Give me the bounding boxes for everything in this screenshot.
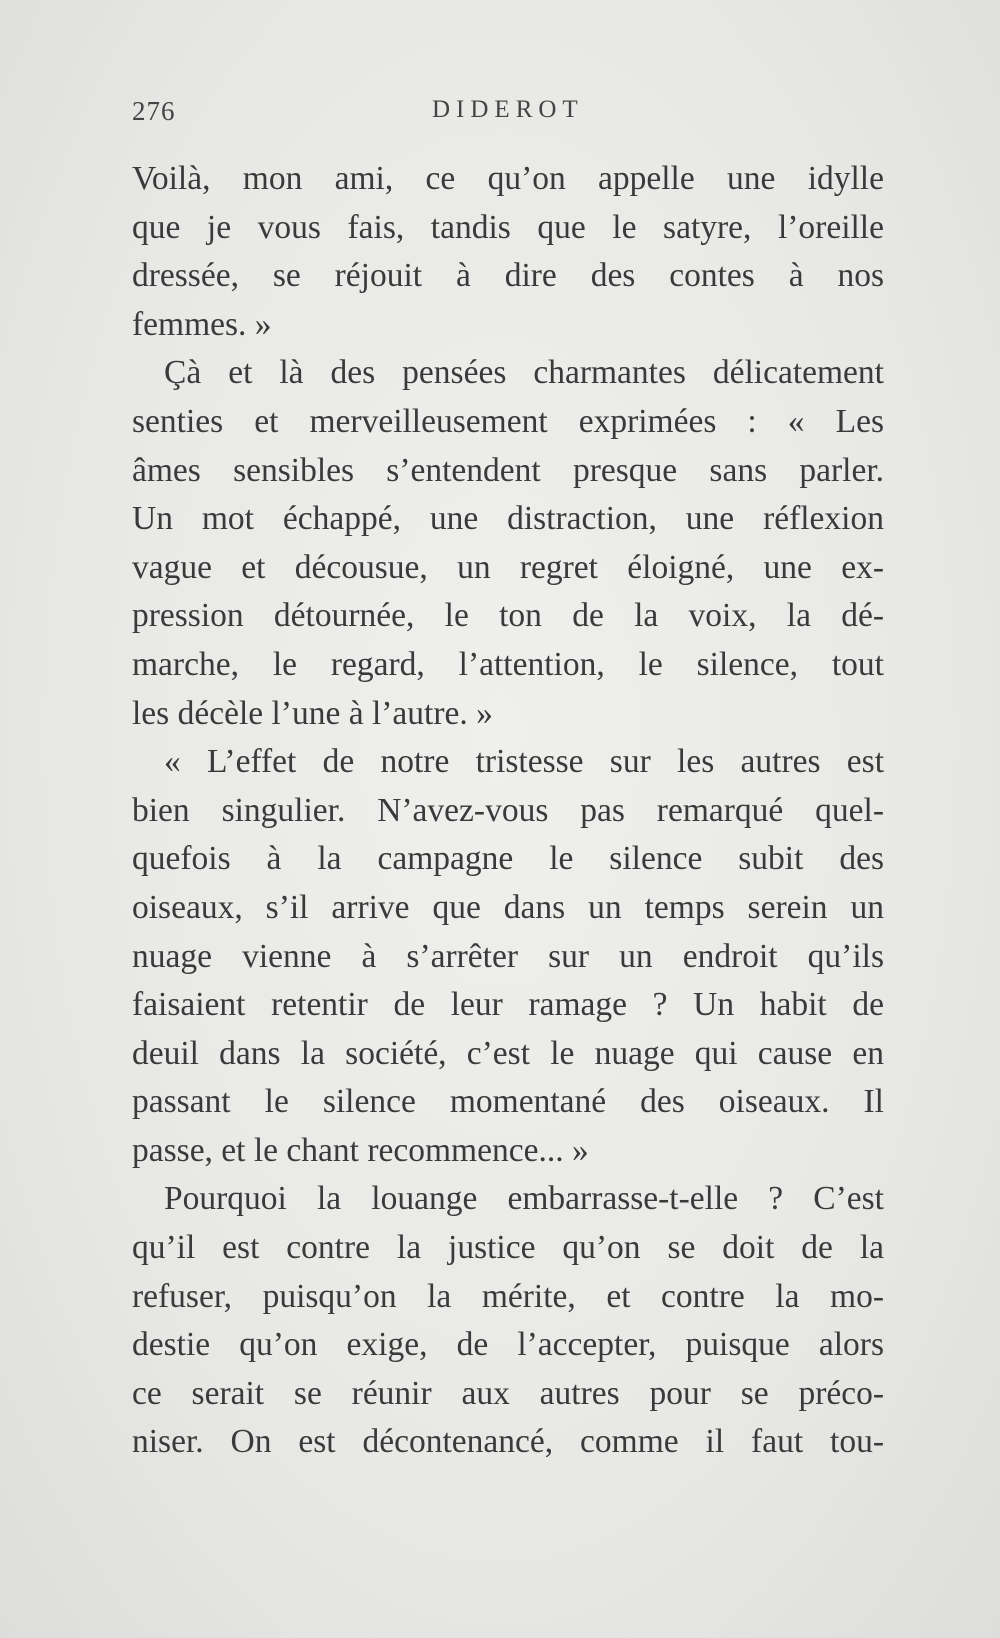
running-head (132, 96, 880, 136)
text-line: que je vous fais, tandis que le satyre, l’oreille (132, 208, 884, 246)
text-line: destie qu’on exige, de l’accepter, puisque alors (132, 1326, 884, 1364)
text-line: dressée, se réjouit à dire des contes à nos (132, 257, 884, 295)
text-line: oiseaux, s’il arrive que dans un temps serein un (132, 888, 884, 926)
text-line: passant le silence momentané des oiseaux. Il (132, 1083, 884, 1121)
text-line: niser. On est décontenancé, comme il faut tou- (132, 1423, 884, 1461)
text-line: ce serait se réunir aux autres pour se préco- (132, 1374, 884, 1412)
running-title: DIDEROT (432, 96, 584, 123)
text-line: quefois à la campagne le silence subit des (132, 840, 884, 878)
text-line: Çà et là des pensées charmantes délicatement (164, 354, 884, 392)
text-line: passe, et le chant recommence... » (132, 1131, 589, 1169)
text-line: Voilà, mon ami, ce qu’on appelle une idylle (132, 160, 884, 197)
text-line: les décèle l’une à l’autre. » (132, 694, 493, 732)
text-line: qu’il est contre la justice qu’on se doit de la (132, 1229, 884, 1267)
text-line: « L’effet de notre tristesse sur les autres est (164, 743, 884, 781)
text-line: refuser, puisqu’on la mérite, et contre la mo- (132, 1277, 884, 1315)
text-line: nuage vienne à s’arrêter sur un endroit qu’ils (132, 937, 884, 975)
text-line: vague et décousue, un regret éloigné, une ex- (132, 548, 884, 586)
text-line: âmes sensibles s’entendent presque sans parler. (132, 451, 884, 489)
text-line: Un mot échappé, une distraction, une réflexion (132, 500, 884, 538)
text-line: faisaient retentir de leur ramage ? Un habit de (132, 986, 884, 1024)
text-line: femmes. » (132, 305, 272, 343)
text-line: pression détournée, le ton de la voix, la dé- (132, 597, 884, 635)
text-line: bien singulier. N’avez-vous pas remarqué quel- (132, 791, 884, 829)
page-number: 276 (132, 96, 176, 126)
text-line: deuil dans la société, c’est le nuage qui cause en (132, 1034, 884, 1072)
text-line: marche, le regard, l’attention, le silence, tout (132, 645, 884, 683)
body-text (132, 155, 884, 1467)
text-line: senties et merveilleusement exprimées : « Les (132, 402, 884, 440)
text-line: Pourquoi la louange embarrasse-t-elle ? C’est (164, 1180, 884, 1218)
